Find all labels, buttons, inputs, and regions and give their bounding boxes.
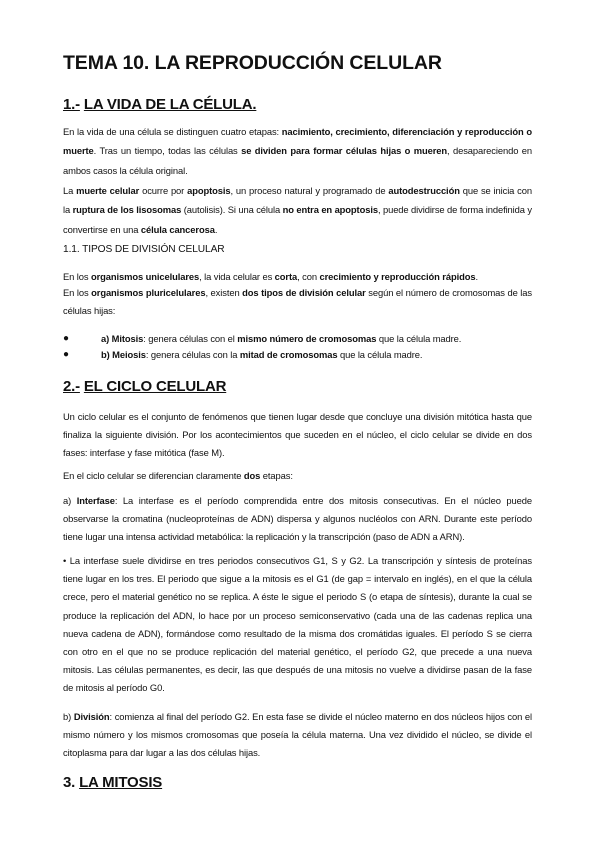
section-2-heading [63, 378, 226, 395]
text-span: . [214, 223, 218, 235]
bold-span: mismo número de cromosomas [237, 333, 377, 344]
text-span: En los [63, 271, 91, 282]
bold-span: se dividen para formar células hijas o mueren [241, 145, 448, 157]
bold-span: b) Meiosis [101, 349, 146, 360]
section-3-title: LA MITOSIS [79, 774, 163, 791]
text-span: ocurre por [139, 185, 188, 196]
bold-span: corta [274, 271, 298, 282]
text-span: , desapareciendo en ambos casos la célula original. [63, 145, 533, 176]
bold-span: nacimiento, crecimiento, diferenciación y reproducción o muerte [63, 126, 532, 157]
text-span: que la célula madre. [337, 349, 423, 360]
bold-span: dos tipos de división celular [242, 287, 366, 298]
bold-span: muerte celular [76, 185, 140, 196]
text-span: a) [63, 495, 77, 506]
bullet-icon: ● [63, 333, 69, 344]
section-2-title: EL CICLO CELULAR [83, 378, 227, 395]
text-span: . [475, 271, 478, 282]
section-3-number: 3. [63, 774, 76, 791]
section-1-paragraph-2 [63, 181, 532, 239]
text-span: , existen [205, 287, 243, 298]
document-title: TEMA 10. LA REPRODUCCIÓN CELULAR [63, 52, 442, 74]
bold-span: apoptosis [187, 185, 231, 196]
bold-span: autodestrucción [388, 185, 460, 196]
bold-span: ruptura de los lisosomas [72, 204, 182, 216]
text-span: , la vida celular es [199, 271, 275, 282]
list-item-text [101, 348, 422, 362]
section-2-paragraph-2 [63, 466, 532, 485]
bold-span: mitad de cromosomas [239, 349, 338, 360]
section-1-number: 1.- [63, 96, 80, 113]
text-span: : genera células con la [145, 349, 240, 360]
interfase-periods-paragraph: • La interfase suele dividirse en tres periodos consecutivos G1, S y G2. La transcripción y síntesis de proteínas tiene lugar en los tres. El periodo que sigue a la mitosis es el G1 (de gap = intervalo en inglés), en el que la célula crece, pero el material genético no se replica. A éste le sigue el periodo S (o etapa de síntesis), durante la cual se produce la replicación del ADN, lo hace por un proceso semiconservativo (cada una de las cadenas replica una nueva cadena de ADN), formándose como resultado de la misma dos cromátidas iguales. El período S se cierra con otro en el que no se produce replicación del material genético, el período G2, que precede a una nueva mitosis. Las células permanentes, es decir, las que después de una mitosis no vuelve a dividirse pasan de la fase de mitosis al período G0. [63, 555, 532, 694]
text-span: En el ciclo celular se diferencian claramente [63, 470, 244, 481]
bold-span: no entra en apoptosis [282, 204, 378, 216]
bold-span: Interfase [76, 495, 115, 506]
text-span: que se inicia con la [63, 185, 532, 216]
bold-span: División [73, 711, 110, 722]
text-span: : La interfase es el período comprendida entre dos mitosis consecutivas. En el núcleo puede observarse la cromatina (nucleoproteínas de ADN) dispersa y algunos nucléolos con ARN. Durante este período tiene lugar una intensa actividad metabólica: la replicación y la transcripción (paso de ADN a ARN). [63, 495, 532, 543]
bold-span: célula cancerosa [140, 223, 215, 235]
bold-span: a) Mitosis [101, 333, 144, 344]
subsection-1-1-paragraph-2 [63, 284, 532, 320]
bold-span: dos [243, 470, 261, 481]
subsection-1-1-title: 1.1. TIPOS DE DIVISIÓN CELULAR [63, 244, 225, 255]
text-span: según el número de cromosomas de las células hijas: [63, 287, 532, 317]
section-2-number: 2.- [63, 378, 80, 395]
text-span: . Tras un tiempo, todas las células [93, 145, 242, 157]
text-span: (autolisis). Si una célula [181, 204, 283, 216]
division-paragraph [63, 708, 532, 763]
text-span: que la célula madre. [376, 333, 462, 344]
text-span: etapas: [260, 470, 293, 481]
text-span: En los [63, 287, 92, 298]
text-span: b) [63, 711, 74, 722]
section-3-heading [63, 774, 162, 791]
text-span: , un proceso natural y programado de [230, 185, 389, 196]
text-span: , con [297, 271, 320, 282]
text-span: : genera células con el [143, 333, 238, 344]
section-2-paragraph-1: Un ciclo celular es el conjunto de fenómenos que tienen lugar desde que concluye una división mitótica hasta que finaliza la siguiente división. Por los acontecimientos que suceden en el núcleo, el ciclo celular se divide en dos fases: interfase y fase mitótica (fase M). [63, 411, 532, 459]
section-1-title: LA VIDA DE LA CÉLULA. [83, 96, 257, 113]
bullet-icon: ● [63, 349, 69, 360]
bold-span: organismos unicelulares [90, 271, 200, 282]
text-span: En la vida de una célula se distinguen cuatro etapas: [63, 126, 282, 137]
section-1-heading [63, 96, 256, 113]
bold-span: crecimiento y reproducción rápidos [319, 271, 476, 282]
text-span: La [63, 185, 77, 196]
section-1-paragraph-1 [63, 122, 532, 180]
list-item-text [101, 332, 461, 346]
text-span: , puede dividirse de forma indefinida y convertirse en una [63, 204, 532, 235]
text-span: : comienza al final del período G2. En esta fase se divide el núcleo materno en dos núcleos hijos con el mismo número y los mismos cromosomas que poseía la célula materna. Una vez dividido el núcleo, se divide el citoplasma para dar lugar a las dos células hijas. [63, 711, 532, 759]
interfase-paragraph [63, 492, 532, 547]
bold-span: organismos pluricelulares [91, 287, 206, 298]
